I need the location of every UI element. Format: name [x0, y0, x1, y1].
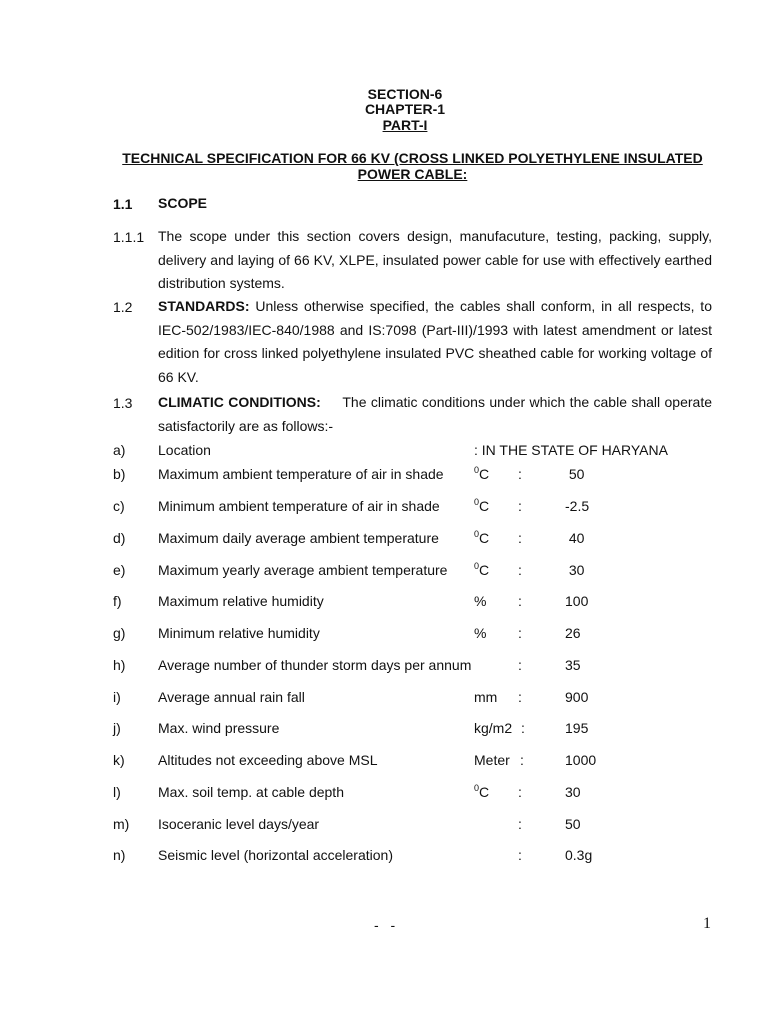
condition-value: 30 [565, 562, 585, 578]
condition-parameter: Minimum ambient temperature of air in shade [158, 498, 440, 514]
condition-row-b [0, 466, 768, 486]
condition-colon: : [518, 847, 522, 863]
condition-parameter: Average annual rain fall [158, 689, 305, 705]
condition-unit: % [474, 625, 487, 641]
condition-letter: k) [113, 752, 125, 768]
condition-parameter: Maximum ambient temperature of air in shade [158, 466, 444, 482]
scope-heading: SCOPE [158, 195, 208, 211]
degree-superscript: 0 [474, 561, 480, 571]
standards-label: STANDARDS: [158, 298, 250, 314]
condition-parameter: Seismic level (horizontal acceleration) [158, 847, 393, 863]
condition-unit [474, 466, 489, 482]
condition-letter: l) [113, 784, 121, 800]
condition-row-a [0, 442, 768, 462]
condition-row-g [0, 625, 768, 645]
condition-colon: : [518, 657, 522, 673]
condition-colon: : [521, 720, 525, 736]
unit-text: C [479, 530, 490, 546]
part-heading-wrap [0, 117, 768, 133]
condition-parameter: Maximum relative humidity [158, 593, 324, 609]
degree-superscript: 0 [474, 783, 480, 793]
standards-text: Unless otherwise specified, the cables shall conform, in all respects, to IEC-502/1983/IEC-840/1988 and IS:7098 (Part-III)/1993 with latest amendment or latest edition for cross linked polyethylene insulated PVC sheathed cable for working voltage of 66 KV. [158, 298, 712, 385]
degree-superscript: 0 [474, 465, 480, 475]
condition-value: 0.3g [565, 847, 593, 863]
condition-row-l [0, 784, 768, 804]
condition-letter: a) [113, 442, 126, 458]
condition-colon: : [518, 593, 522, 609]
condition-letter: m) [113, 816, 130, 832]
section-heading: SECTION-6 [367, 86, 443, 102]
unit-text: C [479, 784, 490, 800]
condition-letter: e) [113, 562, 126, 578]
condition-parameter: Isoceranic level days/year [158, 816, 320, 832]
unit-text: C [479, 498, 490, 514]
condition-unit [474, 562, 489, 578]
condition-value: 100 [565, 593, 589, 609]
condition-row-n [0, 847, 768, 867]
clause-1-1-1-number: 1.1.1 [113, 229, 145, 245]
condition-row-m [0, 816, 768, 836]
condition-letter: g) [113, 625, 126, 641]
condition-colon: : [518, 689, 522, 705]
condition-row-j [0, 720, 768, 740]
condition-value: 35 [565, 657, 581, 673]
condition-unit [474, 498, 489, 514]
chapter-heading: CHAPTER-1 [364, 101, 446, 117]
condition-letter: j) [113, 720, 121, 736]
condition-parameter: Max. wind pressure [158, 720, 280, 736]
condition-value: 40 [565, 530, 585, 546]
condition-parameter: Maximum yearly average ambient temperature [158, 562, 448, 578]
condition-row-k [0, 752, 768, 772]
footer-dashes: - - [374, 917, 400, 933]
condition-colon: : [518, 562, 522, 578]
clause-1-2-paragraph [158, 295, 712, 389]
condition-row-f [0, 593, 768, 613]
unit-text: C [479, 562, 490, 578]
document-title-line1: TECHNICAL SPECIFICATION FOR 66 KV (CROSS LINKED POLYETHYLENE INSULATED [122, 150, 703, 166]
page-number: 1 [703, 915, 711, 932]
condition-parameter: Location [158, 442, 211, 458]
condition-letter: i) [113, 689, 121, 705]
condition-value: 26 [565, 625, 581, 641]
part-heading: PART-I [382, 117, 428, 133]
condition-letter: d) [113, 530, 126, 546]
condition-value: 30 [565, 784, 581, 800]
condition-parameter: Max. soil temp. at cable depth [158, 784, 344, 800]
condition-value: 1000 [565, 752, 597, 768]
condition-colon: : [518, 784, 522, 800]
condition-value: 195 [565, 720, 589, 736]
condition-unit: kg/m2 [474, 720, 513, 736]
condition-unit: % [474, 593, 487, 609]
condition-unit: Meter [474, 752, 510, 768]
condition-letter: f) [113, 593, 122, 609]
clause-1-2-number: 1.2 [113, 299, 133, 315]
condition-colon: : [518, 625, 522, 641]
scope-number: 1.1 [113, 196, 133, 212]
condition-unit [474, 530, 489, 546]
degree-superscript: 0 [474, 497, 480, 507]
condition-row-i [0, 689, 768, 709]
condition-letter: c) [113, 498, 125, 514]
condition-colon: : [518, 816, 522, 832]
climatic-label: CLIMATIC CONDITIONS: [158, 394, 321, 410]
condition-row-e [0, 562, 768, 582]
clause-1-3-number: 1.3 [113, 395, 133, 411]
condition-value: 50 [565, 466, 585, 482]
condition-value: 50 [565, 816, 581, 832]
condition-row-d [0, 530, 768, 550]
condition-parameter: Maximum daily average ambient temperature [158, 530, 439, 546]
document-title-line2: POWER CABLE: [357, 166, 468, 182]
condition-parameter: Minimum relative humidity [158, 625, 320, 641]
condition-unit: mm [474, 689, 498, 705]
condition-value: -2.5 [565, 498, 590, 514]
unit-text: C [479, 466, 490, 482]
clause-1-3-paragraph [158, 391, 716, 438]
climatic-text: The climatic conditions under which the cable shall operate satisfactorily are as follows:- [158, 394, 716, 434]
condition-parameter: Altitudes not exceeding above MSL [158, 752, 378, 768]
condition-colon: : [518, 466, 522, 482]
condition-letter: b) [113, 466, 126, 482]
condition-row-h [0, 657, 768, 677]
condition-letter: h) [113, 657, 126, 673]
condition-value: 900 [565, 689, 589, 705]
condition-unit [474, 784, 489, 800]
condition-colon: : [518, 498, 522, 514]
condition-value: : IN THE STATE OF HARYANA [474, 442, 668, 458]
condition-row-c [0, 498, 768, 518]
clause-1-1-1-text: The scope under this section covers design, manufacuture, testing, packing, supply, delivery and laying of 66 KV, XLPE, insulated power cable for use with effectively earthed distribution systems. [158, 228, 712, 291]
condition-colon: : [518, 530, 522, 546]
condition-letter: n) [113, 847, 126, 863]
condition-parameter: Average number of thunder storm days per annum [158, 657, 472, 673]
condition-colon: : [520, 752, 524, 768]
degree-superscript: 0 [474, 529, 480, 539]
